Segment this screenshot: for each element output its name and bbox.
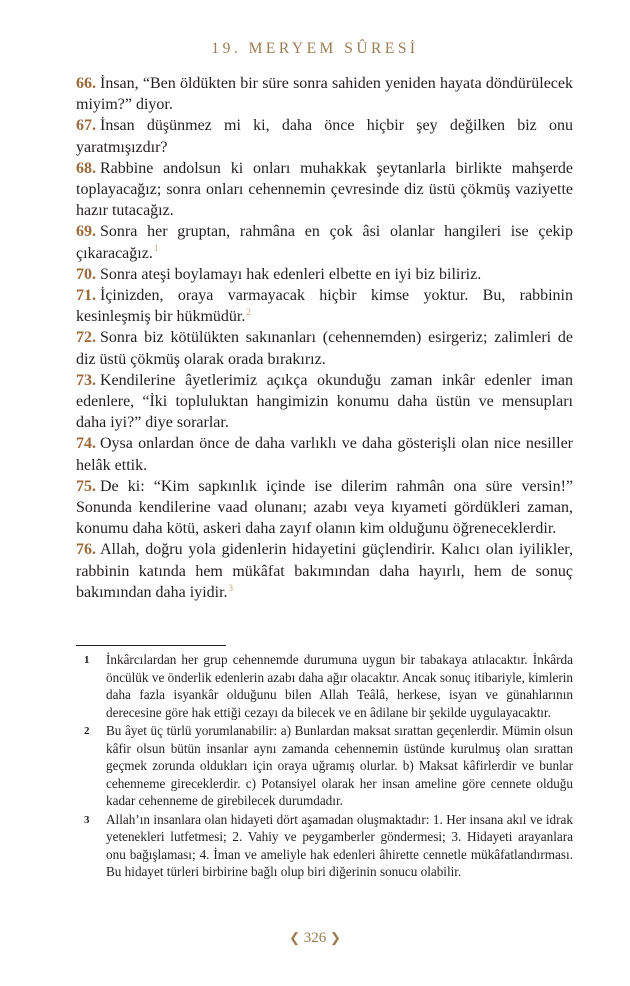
verse-text: İçinizden, oraya varmayacak hiçbir kimse yoktur. Bu, rabbinin kesinleşmiş bir hükmüdür. xyxy=(76,287,573,326)
verse-number: 67. xyxy=(76,117,96,135)
verse-66 xyxy=(76,73,573,115)
footnote-number: 2 xyxy=(84,725,90,737)
footnote-text: Bu âyet üç türlü yorumlanabilir: a) Bunlardan maksat sırattan geçenlerdir. Mümin olsun kâfir olsun bütün insanlar aynı zamanda cehennemin üstünde kurulmuş olan sırattan geçmek zorunda oldukları için oraya uğramış olurlar. b) Maksat kâfirlerdir ve bunlar cehenneme gireceklerdir. c) Potansiyel olarak her insan ameline göre cennete olduğu kadar cehenneme de girebilecek durumdadır. xyxy=(106,723,573,808)
verse-text: İnsan düşünmez mi ki, daha önce hiçbir şey değilken biz onu yaratmışızdır? xyxy=(76,117,573,156)
footnote-2 xyxy=(84,722,573,810)
footnote-text: Allah’ın insanlara olan hidayeti dört aşamadan oluşmaktadır: 1. Her insana akıl ve idrak yetenekleri lutfetmesi; 2. Vahiy ve peygamberler göndermesi; 3. Hidayeti arayanlara onu bağışlaması; 4. İman ve ameliyle hak edenleri âhirette cennetle mükâfatlandırması. Bu hidayet türleri birbirine bağlı olup biri diğerinin sonucu olabilir. xyxy=(106,811,573,879)
verse-list xyxy=(76,73,573,603)
verse-number: 70. xyxy=(76,265,96,283)
right-ornament-icon: ❯ xyxy=(330,930,341,945)
page-number xyxy=(0,930,630,947)
verse-number: 66. xyxy=(76,75,96,92)
verse-71 xyxy=(76,285,573,327)
page-number-value: 326 xyxy=(303,930,327,946)
verse-number: 71. xyxy=(76,287,96,305)
verse-text: İnsan, “Ben öldükten bir süre sonra sahiden yeniden hayata döndürülecek miyim?” diyor. xyxy=(76,75,573,114)
footnote-ref-2[interactable]: 2 xyxy=(246,306,251,317)
verse-text: Kendilerine âyetlerimiz açıkça okunduğu zaman inkâr edenler iman edenlere, “İki topluluktan hangimizin konumu daha üstün ve mensupları daha iyi?” diye sorarlar. xyxy=(76,371,573,432)
verse-number: 76. xyxy=(76,541,96,559)
verse-69 xyxy=(76,221,573,263)
verse-75 xyxy=(76,476,573,540)
verse-67 xyxy=(76,115,573,157)
footnote-3 xyxy=(84,811,573,881)
verse-number: 75. xyxy=(76,477,96,495)
verse-text: Allah, doğru yola gidenlerin hidayetini güçlendirir. Kalıcı olan iyilikler, rabbinin katında hem mükâfat bakımından daha hayırlı, hem de sonuç bakımından daha iyidir. xyxy=(76,541,573,601)
verse-72 xyxy=(76,327,573,369)
verse-68 xyxy=(76,158,573,222)
verse-text: Sonra ateşi boylamayı hak edenleri elbette en iyi biz biliriz. xyxy=(100,265,482,283)
footnote-number: 3 xyxy=(84,813,90,826)
verse-76 xyxy=(76,539,573,603)
verse-73 xyxy=(76,370,573,434)
footnote-number: 1 xyxy=(84,654,90,666)
verse-number: 69. xyxy=(76,223,96,241)
verse-number: 68. xyxy=(76,159,96,177)
verse-number: 73. xyxy=(76,371,96,389)
footnote-ref-1[interactable]: 1 xyxy=(153,243,159,254)
verse-text: De ki: “Kim sapkınlık içinde ise dilerim rahmân ona süre versin!” Sonunda kendilerine vaad olunanı; azabı veya kıyameti gördükleri zaman, konumu daha kötü, askeri daha zayıf olanın kim olduğunu öğreneceklerdir. xyxy=(76,477,573,538)
footnote-ref-3[interactable]: 3 xyxy=(228,582,234,593)
verse-number: 74. xyxy=(76,435,96,453)
footnote-list xyxy=(84,651,573,882)
footnote-1 xyxy=(84,651,573,721)
verse-70 xyxy=(76,264,573,285)
footnote-text: İnkârcılardan her grup cehennemde durumuna uygun bir tabakaya atılacaktır. İnkârda öncülük ve önderlik edenlerin azabı daha ağır olacaktır. Ancak sonuç itibariyle, kimlerin daha fazla isyankâr olduğunu bilen Allah Teâlâ, herkese, isyan ve günahlarının derecesine göre hak ettiği cezayı da bilecek ve en âdilane bir şekilde uygulayacaktır. xyxy=(106,652,573,720)
verse-text: Sonra biz kötülükten sakınanları (cehennemden) esirgeriz; zalimleri de diz üstü çökmüş olarak orada bırakırız. xyxy=(76,329,573,368)
running-header: 19. MERYEM SÛRESİ xyxy=(211,40,419,57)
verse-number: 72. xyxy=(76,329,96,347)
verse-74 xyxy=(76,433,573,475)
verse-text: Oysa onlardan önce de daha varlıklı ve daha gösterişli olan nice nesiller helâk ettik. xyxy=(76,435,573,474)
footnote-divider xyxy=(76,645,226,646)
verse-text: Sonra her gruptan, rahmâna en çok âsi olanlar hangileri ise çekip çıkaracağız. xyxy=(76,223,573,262)
left-ornament-icon: ❮ xyxy=(289,930,300,945)
verse-text: Rabbine andolsun ki onları muhakkak şeytanlarla birlikte mahşerde toplayacağız; sonra onları cehennemin çevresinde diz üstü çökmüş vaziyette hazır tutacağız. xyxy=(76,159,573,220)
